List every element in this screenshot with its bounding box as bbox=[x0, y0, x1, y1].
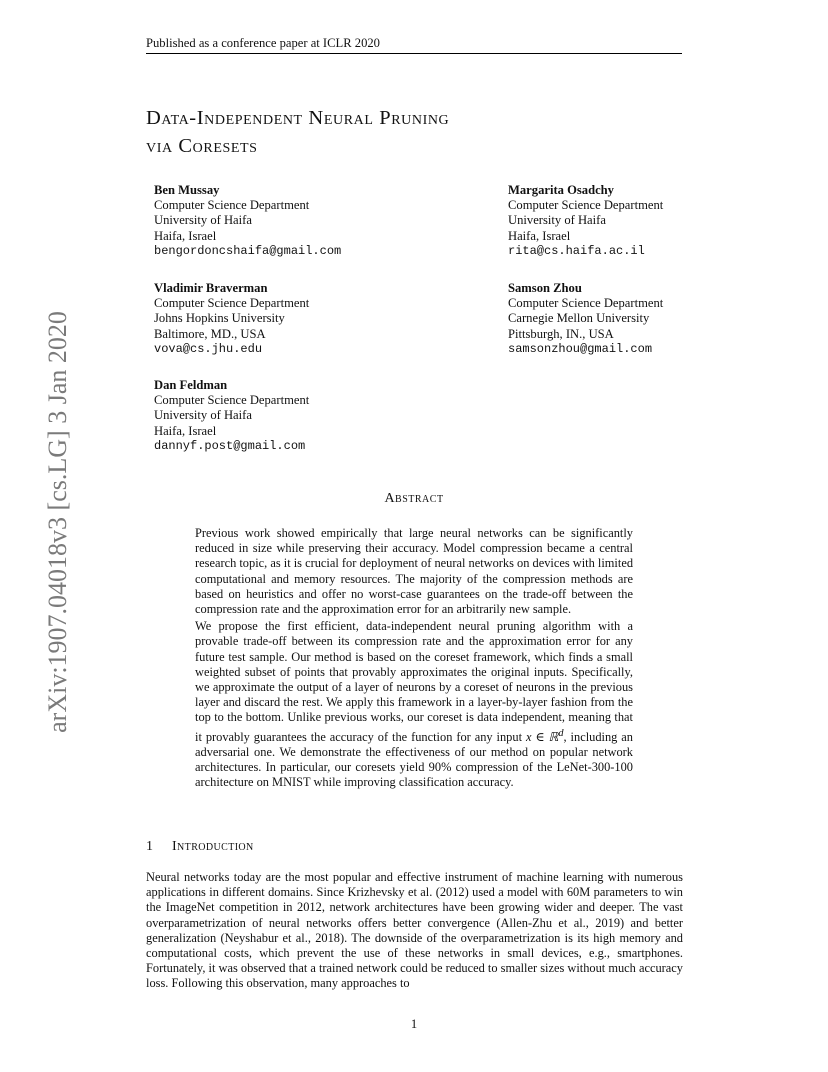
author-block bbox=[154, 183, 341, 259]
page-number: 1 bbox=[410, 1017, 418, 1031]
author-dept: Computer Science Department bbox=[154, 393, 310, 408]
author-name: Margarita Osadchy bbox=[508, 183, 614, 197]
arxiv-stamp: arXiv:1907.04018v3 [cs.LG] 3 Jan 2020 bbox=[43, 311, 72, 733]
author-email[interactable]: samsonzhou@gmail.com bbox=[508, 341, 653, 356]
author-org: University of Haifa bbox=[154, 408, 252, 423]
author-location: Haifa, Israel bbox=[508, 228, 571, 243]
author-org: Carnegie Mellon University bbox=[508, 311, 650, 326]
intro-paragraph: Neural networks today are the most popular and effective instrument of machine learning with numerous applications in different domains. Since Krizhevsky et al. (2012) used a model with 60M parameters to win the ImageNet competition in 2012, network architectures have been growing wider and deeper. The vast overparametrization of neural networks offers better convergence (Allen-Zhu et al., 2019) and better generalization (Neyshabur et al., 2018). The downside of the overparametrization is its high memory and computational costs, which prevent the use of these networks in small devices, e.g., smartphones. Fortunately, it was observed that a trained network could be reduced to smaller sizes without much accuracy loss. Following this observation, many approaches to bbox=[146, 870, 683, 991]
author-dept: Computer Science Department bbox=[508, 198, 664, 213]
running-header: Published as a conference paper at ICLR 2020 bbox=[146, 36, 380, 50]
math-superscript: d bbox=[558, 727, 564, 739]
abstract-paragraph-2 bbox=[195, 619, 633, 790]
author-location: Haifa, Israel bbox=[154, 423, 217, 438]
author-location: Haifa, Israel bbox=[154, 228, 217, 243]
section-heading bbox=[146, 839, 254, 855]
author-block bbox=[154, 378, 309, 454]
author-block bbox=[508, 281, 663, 357]
author-block bbox=[508, 183, 663, 259]
title-line-2: via Coresets bbox=[146, 135, 258, 157]
paper-title bbox=[146, 104, 449, 160]
abstract-p2-text-a: We propose the first efficient, data-independent neural pruning algorithm with a provable trade-off between its compression rate and the approximation error for any future test sample. Our method is based on the coreset framework, which finds a small weighted subset of points that provably approximates the original inputs. Specifically, we approximate the output of a layer of neurons by a coreset of neurons in the previous layer and discard the rest. We apply this framework in a layer-by-layer fashion from the top to the bottom. Unlike previous works, our coreset is data independent, meaning that it provably guarantees the accuracy of the function for any input bbox=[195, 619, 633, 744]
author-name: Dan Feldman bbox=[154, 378, 228, 392]
author-name: Vladimir Braverman bbox=[154, 281, 268, 295]
author-email[interactable]: rita@cs.haifa.ac.il bbox=[508, 243, 645, 258]
author-org: University of Haifa bbox=[508, 213, 606, 228]
author-dept: Computer Science Department bbox=[154, 296, 310, 311]
author-location: Pittsburgh, IN., USA bbox=[508, 326, 614, 341]
header-rule bbox=[146, 53, 682, 54]
author-block bbox=[154, 281, 309, 357]
abstract-p2-text-b: , including an adversarial one. We demonstrate the effectiveness of our method on popular network architectures. In particular, our coresets yield 90% compression of the LeNet-300-100 architecture on MNIST while improving classification accuracy. bbox=[195, 729, 633, 790]
section-number: 1 bbox=[146, 839, 154, 854]
abstract-body bbox=[195, 526, 633, 793]
author-org: Johns Hopkins University bbox=[154, 311, 285, 326]
abstract-heading: Abstract bbox=[384, 491, 444, 506]
math-expression: x ∈ ℝ bbox=[525, 729, 559, 744]
author-name: Samson Zhou bbox=[508, 281, 582, 295]
author-email[interactable]: bengordoncshaifa@gmail.com bbox=[154, 243, 342, 258]
abstract-paragraph-1: Previous work showed empirically that large neural networks can be significantly reduced in size while preserving their accuracy. Model compression became a central research topic, as it is crucial for deployment of neural networks on devices with limited computational and memory resources. The majority of the compression methods are based on heuristics and offer no worst-case guarantees on the trade-off between the compression rate and the approximation error for an arbitrarily new sample. bbox=[195, 526, 634, 617]
author-email[interactable]: dannyf.post@gmail.com bbox=[154, 438, 306, 453]
title-line-1: Data-Independent Neural Pruning bbox=[146, 107, 450, 129]
author-dept: Computer Science Department bbox=[508, 296, 664, 311]
author-dept: Computer Science Department bbox=[154, 198, 310, 213]
author-org: University of Haifa bbox=[154, 213, 252, 228]
section-title: Introduction bbox=[172, 839, 254, 854]
author-name: Ben Mussay bbox=[154, 183, 220, 197]
author-location: Baltimore, MD., USA bbox=[154, 326, 266, 341]
author-email[interactable]: vova@cs.jhu.edu bbox=[154, 341, 263, 356]
